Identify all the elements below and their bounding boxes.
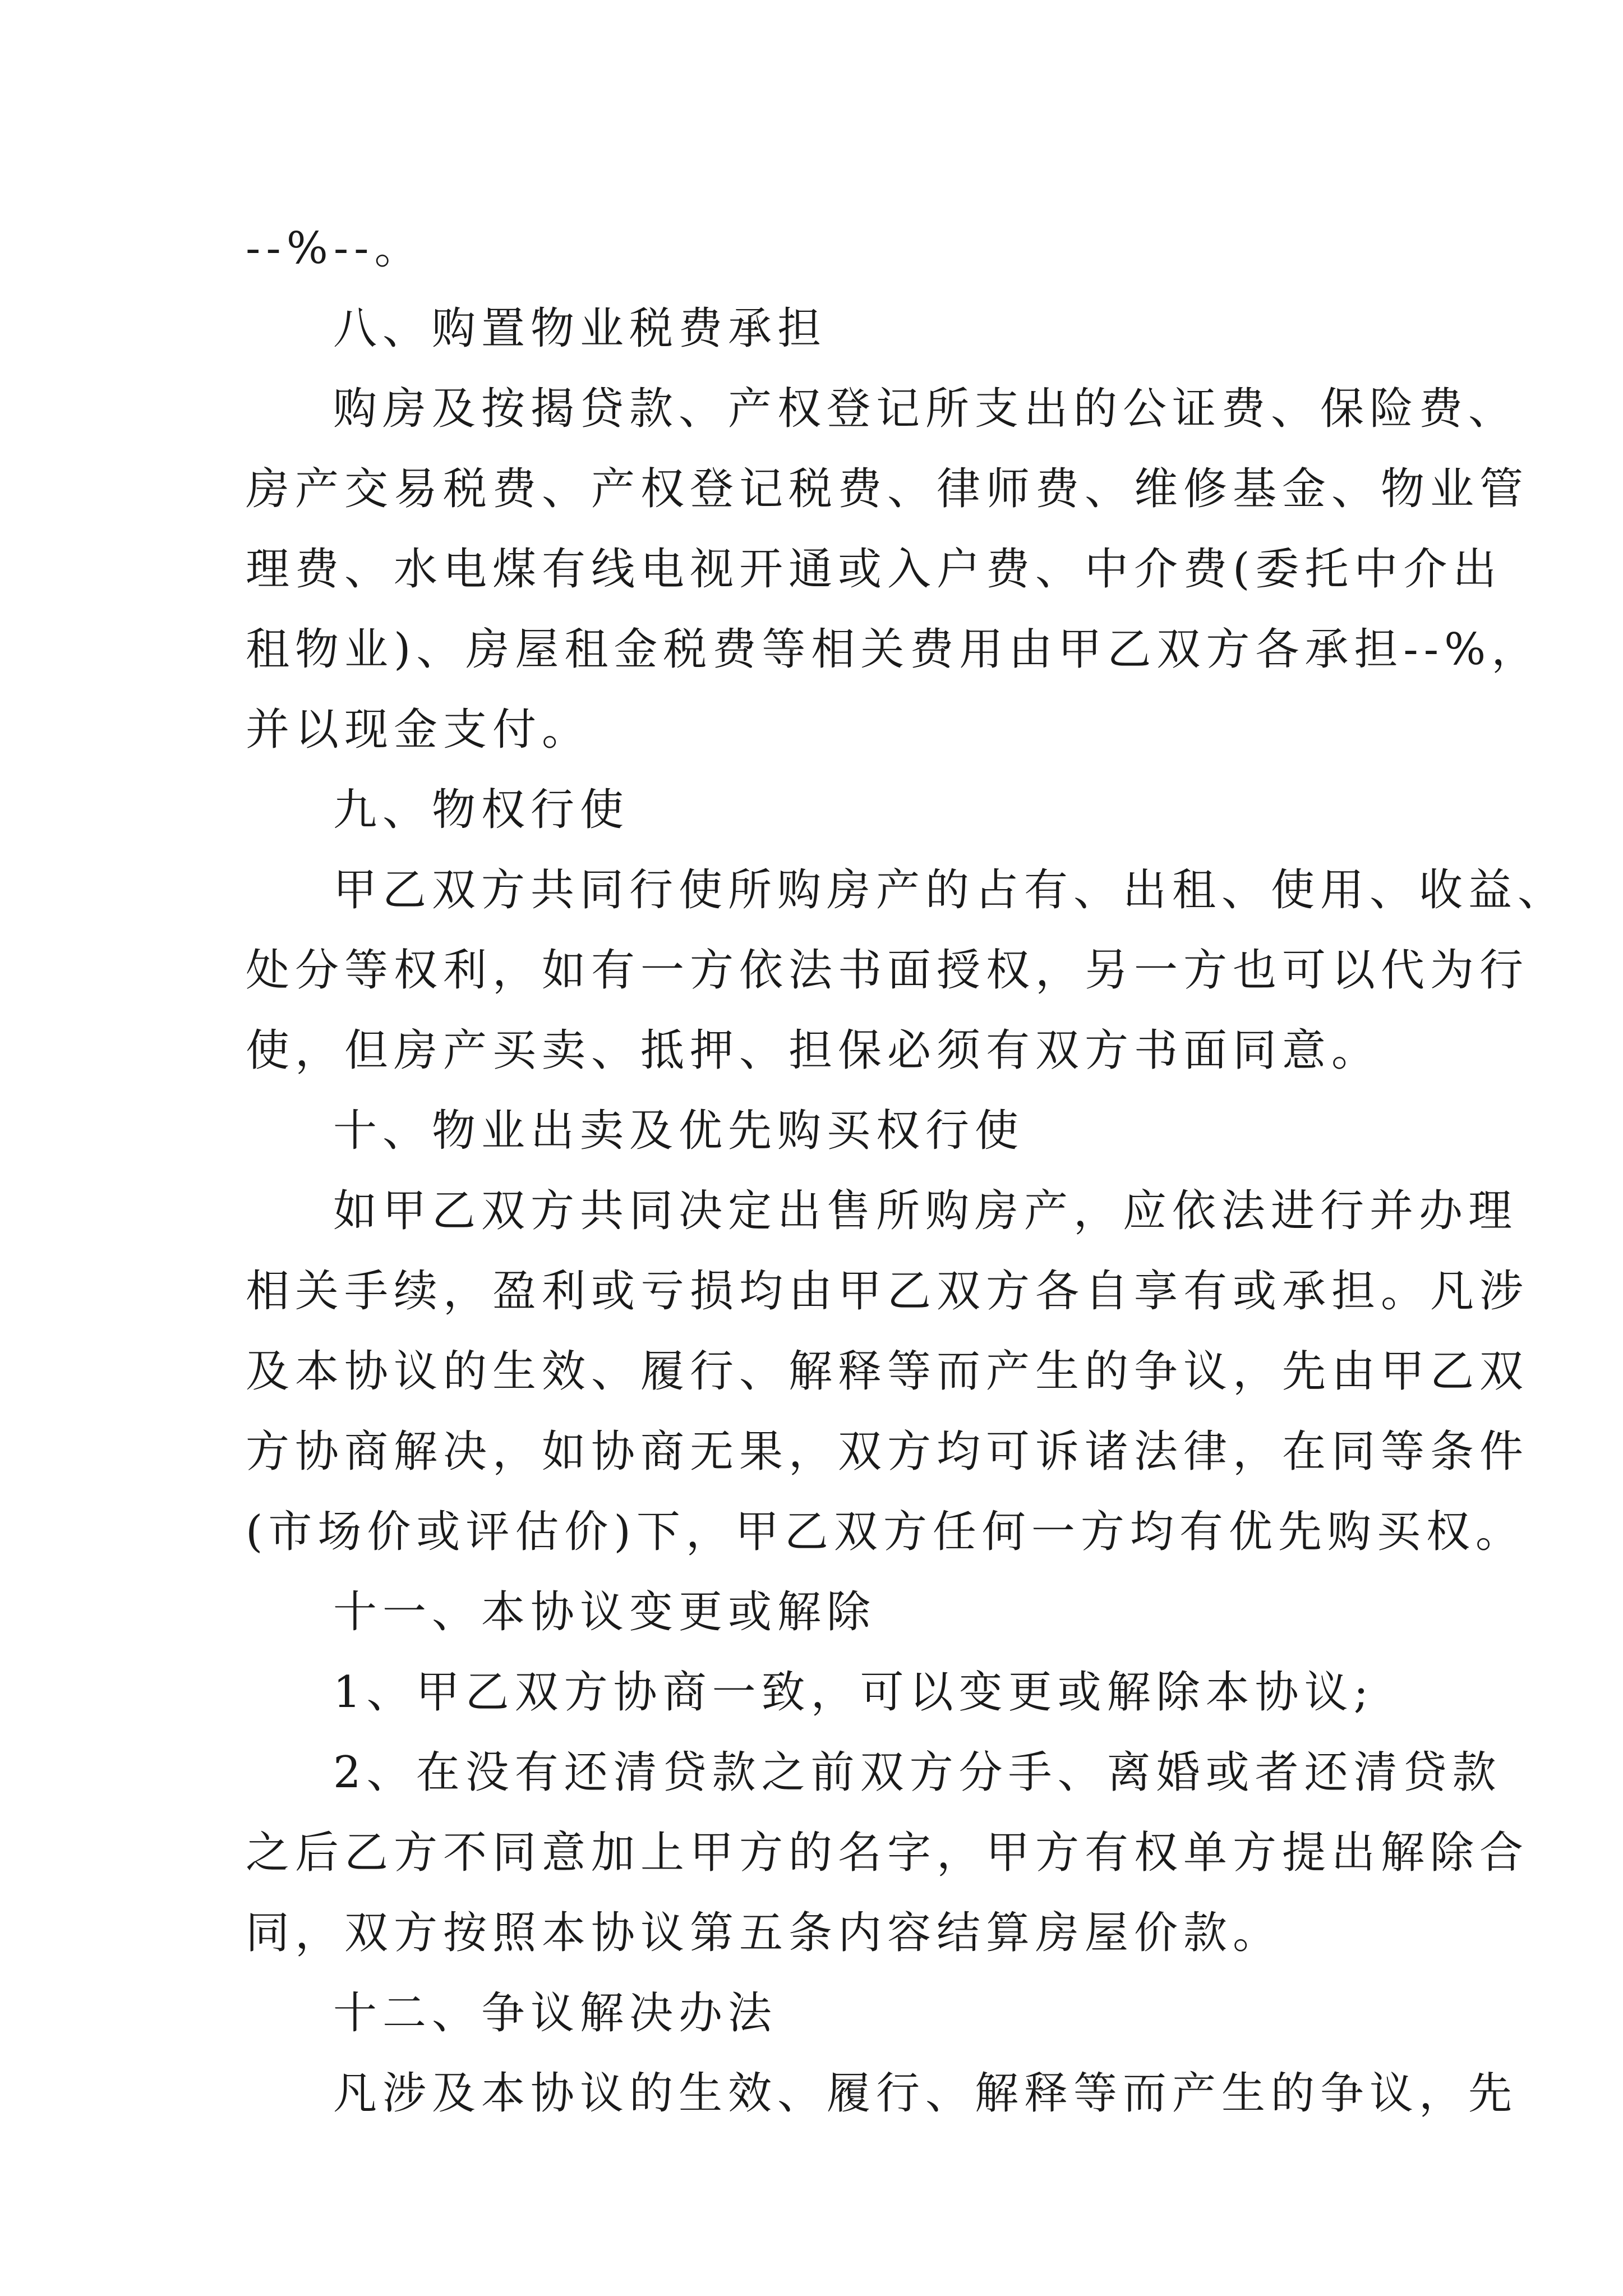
text-line: 2、在没有还清贷款之前双方分手、离婚或者还清贷款 — [333, 1747, 1502, 1798]
text-line: 及本协议的生效、履行、解释等而产生的争议，先由甲乙双 — [246, 1346, 1529, 1397]
text-line: (市场价或评估价)下，甲乙双方任何一方均有优先购买权。 — [246, 1507, 1525, 1557]
document-body — [246, 209, 1567, 2134]
section-heading: 十、物业出卖及优先购买权行使 — [333, 1106, 1025, 1156]
text-line: 处分等权利，如有一方依法书面授权，另一方也可以代为行 — [246, 945, 1529, 996]
text-line: 购房及按揭贷款、产权登记所支出的公证费、保险费、 — [333, 384, 1518, 434]
section-heading: 八、购置物业税费承担 — [333, 303, 827, 354]
text-line: 凡涉及本协议的生效、履行、解释等而产生的争议，先 — [333, 2068, 1518, 2119]
text-line: 1、甲乙双方协商一致，可以变更或解除本协议; — [333, 1667, 1374, 1718]
section-heading: 九、物权行使 — [333, 785, 630, 835]
text-line: 并以现金支付。 — [246, 705, 592, 755]
text-line: --%--。 — [246, 223, 424, 274]
text-line: 房产交易税费、产权登记税费、律师费、维修基金、物业管 — [246, 464, 1529, 514]
text-line: 理费、水电煤有线电视开通或入户费、中介费(委托中介出 — [246, 544, 1502, 595]
text-line: 租物业)、房屋租金税费等相关费用由甲乙双方各承担--%， — [246, 624, 1541, 675]
text-line: 方协商解决，如协商无果，双方均可诉诸法律，在同等条件 — [246, 1427, 1529, 1477]
section-heading: 十一、本协议变更或解除 — [333, 1587, 877, 1637]
text-line: 之后乙方不同意加上甲方的名字，甲方有权单方提出解除合 — [246, 1828, 1529, 1878]
text-line: 相关手续，盈利或亏损均由甲乙双方各自享有或承担。凡涉 — [246, 1266, 1529, 1317]
section-heading: 十二、争议解决办法 — [333, 1988, 778, 2039]
text-line: 甲乙双方共同行使所购房产的占有、出租、使用、收益、 — [333, 865, 1567, 915]
text-line: 同，双方按照本协议第五条内容结算房屋价款。 — [246, 1908, 1283, 1958]
text-line: 如甲乙双方共同决定出售所购房产，应依法进行并办理 — [333, 1186, 1518, 1236]
text-line: 使，但房产买卖、抵押、担保必须有双方书面同意。 — [246, 1025, 1381, 1076]
